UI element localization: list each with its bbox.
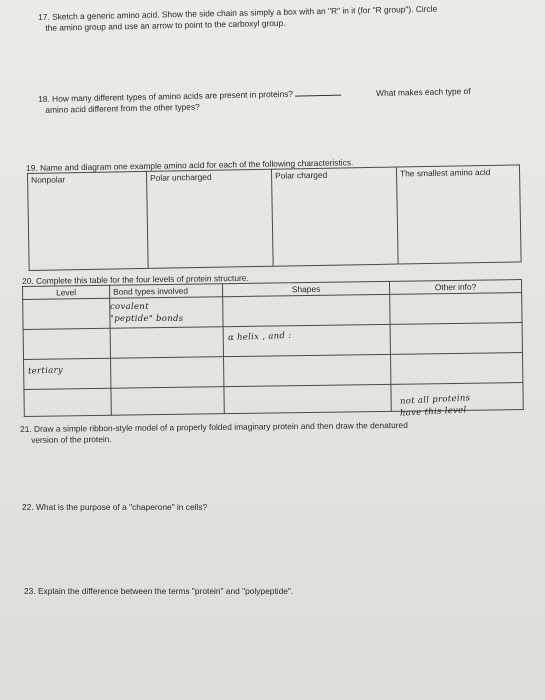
table-cell[interactable] (111, 387, 224, 416)
question-17-line-2: the amino group and use an arrow to point to the carboxyl group. (45, 17, 286, 33)
question-18-right: What makes each type of (376, 86, 471, 98)
table-cell[interactable] (110, 327, 223, 359)
table-cell[interactable] (390, 323, 522, 355)
table-cell[interactable] (111, 357, 224, 389)
table-cell[interactable] (23, 298, 110, 329)
question-21-line-1: 21. Draw a simple ribbon-style model of a properly folded imaginary protein and then draw the denatured (20, 419, 408, 434)
header-nonpolar: Nonpolar (28, 171, 149, 270)
header-polar-charged: Polar charged (271, 167, 398, 266)
question-18 (38, 87, 341, 116)
table-cell[interactable] (24, 388, 111, 416)
question-18-line-1: 18. How many different types of amino acids are present in proteins? (38, 88, 294, 104)
question-18-line-2: amino acid different from the other types? (45, 101, 200, 115)
question-17 (38, 4, 438, 34)
table-cell[interactable] (23, 328, 110, 359)
table-cell[interactable] (224, 384, 391, 413)
handwriting-covalent: covalent (110, 302, 149, 312)
table-cell[interactable] (390, 293, 522, 325)
question-21-line-2: version of the protein. (31, 434, 112, 445)
table-cell[interactable] (390, 353, 522, 385)
table-cell[interactable] (224, 354, 391, 386)
question-20-title: 20. Complete this table for the four levels of protein structure. (22, 272, 249, 286)
header-smallest: The smallest amino acid (396, 165, 521, 264)
question-22: 22. What is the purpose of a "chaperone" in cells? (22, 502, 208, 512)
handwriting-tertiary: tertiary (27, 365, 64, 377)
answer-blank-line[interactable] (295, 87, 341, 97)
table-cell[interactable] (223, 294, 390, 326)
handwriting-not-all: not all proteins (399, 393, 471, 407)
question-17-line-1: 17. Sketch a generic amino acid. Show the side chain as simply a box with an "R" in it (for "R group"). Circle (38, 3, 438, 22)
header-bond-types: Bond types involved (109, 284, 222, 299)
handwriting-peptide-bonds: "peptide" bonds (110, 314, 184, 324)
header-shapes: Shapes (222, 281, 389, 296)
question-23: 23. Explain the difference between the terms "protein" and "polypeptide". (24, 586, 294, 596)
header-polar-uncharged: Polar uncharged (146, 169, 273, 268)
header-level: Level (23, 285, 110, 299)
header-other-info: Other info? (389, 280, 521, 295)
question-21 (20, 420, 408, 446)
amino-acid-table (27, 164, 522, 271)
handwriting-alpha-helix: α helix , and : (227, 330, 292, 344)
question-19-title: 19. Name and diagram one example amino acid for each of the following characteristics. (26, 157, 354, 173)
handwriting-have-level: have this level (399, 405, 467, 419)
